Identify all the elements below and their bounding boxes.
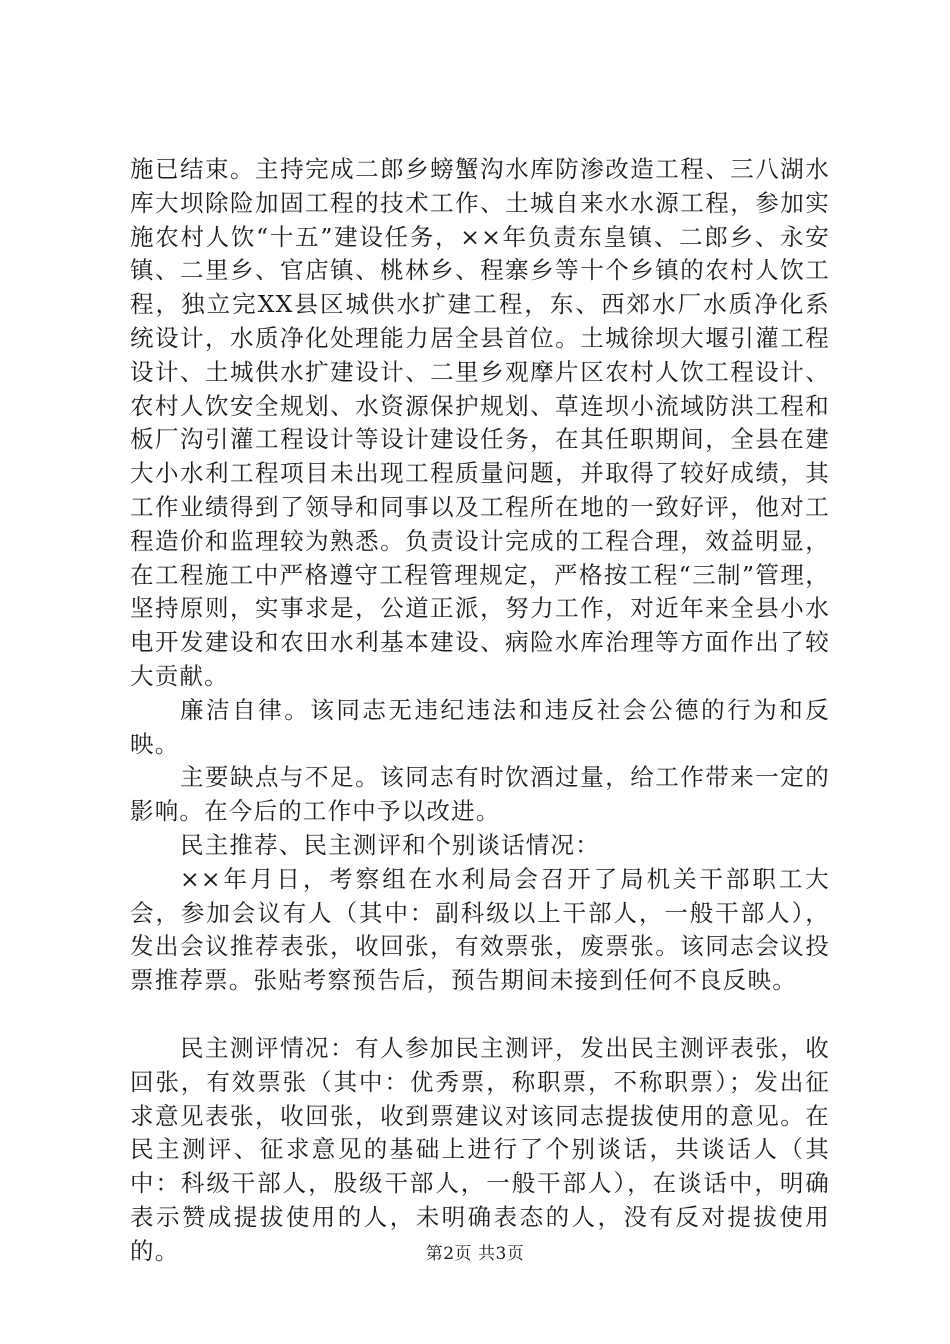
paragraph-recommendation-heading: 民主推荐、民主测评和个别谈话情况：	[180, 830, 600, 859]
paragraph-democratic-evaluation: 民主测评情况：有人参加民主测评，发出民主测评表张，收回张，有效票张（其中：优秀票，称职票，不称职票）；发出征求意见表张，收回张，收到票建议对该同志提拔使用的意见。在民主测评、征求意见的基础上进行了个别谈话，共谈话人（其中：科级干部人，股级干部人，一般干部人），在谈话中，明确表示赞成提拔使用的人，未明确表态的人，没有反对提拔使用的。	[130, 1033, 830, 1265]
paragraph-integrity: 廉洁自律。该同志无违纪违法和违反社会公德的行为和反映。	[130, 695, 830, 758]
paragraph-shortcomings: 主要缺点与不足。该同志有时饮酒过量，给工作带来一定的影响。在今后的工作中予以改进。	[130, 763, 830, 826]
paragraph-work-record: 施已结束。主持完成二郎乡螃蟹沟水库防渗改造工程、三八湖水库大坝除险加固工程的技术工作、土城自来水水源工程，参加实施农村人饮“十五”建设任务，××年负责东皇镇、二郎乡、永安镇、二里乡、官店镇、桃林乡、程寨乡等十个乡镇的农村人饮工程，独立完XX县区城供水扩建工程，东、西郊水厂水质净化系统设计，水质净化处理能力居全县首位。土城徐坝大堰引灌工程设计、土城供水扩建设计、二里乡观摩片区农村人饮工程设计、农村人饮安全规划、水资源保护规划、草连坝小流域防洪工程和板厂沟引灌工程设计等设计建设任务，在其任职期间，全县在建大小水利工程项目未出现工程质量问题，并取得了较好成绩，其工作业绩得到了领导和同事以及工程所在地的一致好评，他对工程造价和监理较为熟悉。负责设计完成的工程合理，效益明显，在工程施工中严格遵守工程管理规定，严格按工程“三制”管理，坚持原则，实事求是，公道正派，努力工作，对近年来全县小水电开发建设和农田水利基本建设、病险水库治理等方面作出了较大贡献。	[130, 155, 830, 690]
page-number-footer: 第2页 共3页	[425, 1244, 525, 1264]
document-body	[130, 153, 830, 1269]
paragraph-meeting-vote: ××年月日，考察组在水利局会召开了局机关干部职工大会，参加会议有人（其中：副科级以上干部人，一般干部人），发出会议推荐表张，收回张，有效票张，废票张。该同志会议投票推荐票。张贴考察预告后，预告期间未接到任何不良反映。	[130, 864, 830, 995]
